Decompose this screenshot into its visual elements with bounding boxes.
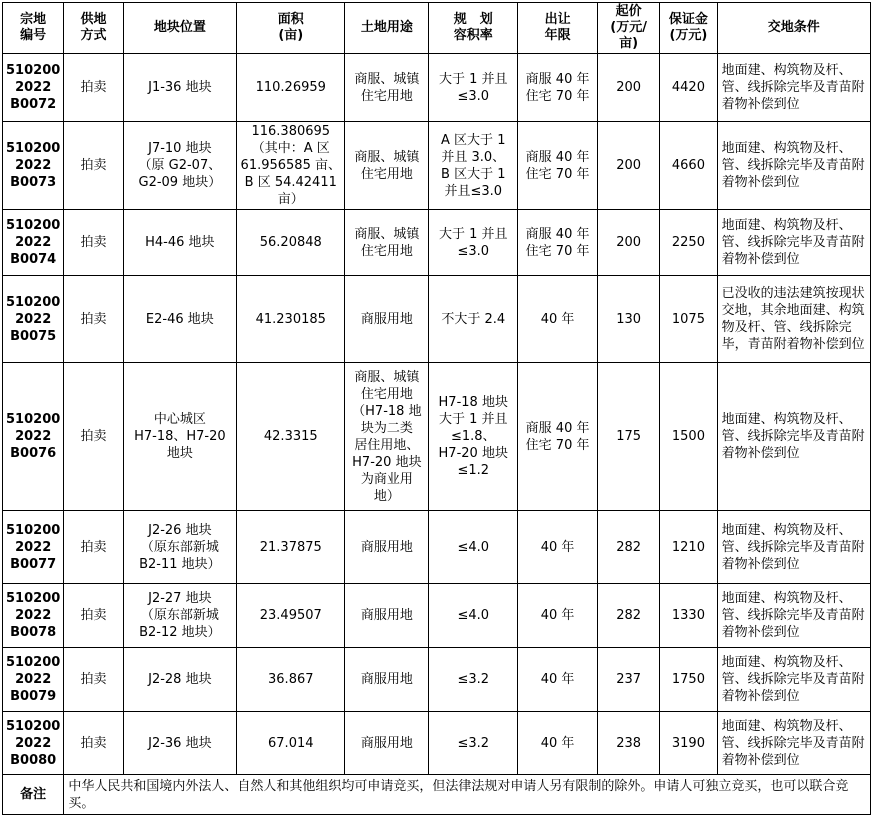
cell-start-price: 200 bbox=[597, 122, 659, 210]
cell-start-price: 200 bbox=[597, 54, 659, 122]
table-row bbox=[3, 363, 871, 511]
note-row bbox=[3, 775, 871, 815]
cell-far: ≤3.2 bbox=[429, 648, 518, 712]
cell-far: ≤3.2 bbox=[429, 712, 518, 775]
table-header-row bbox=[3, 3, 871, 54]
cell-supply-method: 拍卖 bbox=[64, 276, 123, 363]
cell-deposit: 3190 bbox=[660, 712, 717, 775]
cell-start-price: 282 bbox=[597, 584, 659, 648]
cell-start-price: 175 bbox=[597, 363, 659, 511]
table-row bbox=[3, 276, 871, 363]
cell-deposit: 4420 bbox=[660, 54, 717, 122]
cell-deposit: 1210 bbox=[660, 511, 717, 584]
cell-land-use: 商服、城镇 住宅用地 bbox=[345, 54, 429, 122]
cell-term: 40 年 bbox=[518, 648, 598, 712]
cell-supply-method: 拍卖 bbox=[64, 210, 123, 276]
cell-conditions: 地面建、构筑物及杆、管、线拆除完毕及青苗附着物补偿到位 bbox=[717, 712, 870, 775]
cell-deposit: 1750 bbox=[660, 648, 717, 712]
cell-deposit: 1075 bbox=[660, 276, 717, 363]
header-start-price: 起价 (万元/ 亩) bbox=[597, 3, 659, 54]
cell-supply-method: 拍卖 bbox=[64, 363, 123, 511]
cell-supply-method: 拍卖 bbox=[64, 648, 123, 712]
cell-parcel-id: 510200 2022 B0080 bbox=[3, 712, 64, 775]
cell-start-price: 238 bbox=[597, 712, 659, 775]
cell-deposit: 1330 bbox=[660, 584, 717, 648]
cell-area: 110.26959 bbox=[237, 54, 345, 122]
cell-term: 40 年 bbox=[518, 712, 598, 775]
cell-supply-method: 拍卖 bbox=[64, 712, 123, 775]
cell-far: 不大于 2.4 bbox=[429, 276, 518, 363]
header-parcel-id: 宗地 编号 bbox=[3, 3, 64, 54]
header-supply-method: 供地 方式 bbox=[64, 3, 123, 54]
cell-parcel-id: 510200 2022 B0075 bbox=[3, 276, 64, 363]
cell-term: 40 年 bbox=[518, 511, 598, 584]
note-label: 备注 bbox=[3, 775, 64, 815]
cell-start-price: 200 bbox=[597, 210, 659, 276]
table-row bbox=[3, 122, 871, 210]
cell-far: ≤4.0 bbox=[429, 584, 518, 648]
cell-deposit: 4660 bbox=[660, 122, 717, 210]
cell-far: ≤4.0 bbox=[429, 511, 518, 584]
cell-parcel-id: 510200 2022 B0072 bbox=[3, 54, 64, 122]
land-auction-table bbox=[2, 2, 871, 815]
cell-conditions: 地面建、构筑物及杆、管、线拆除完毕及青苗附着物补偿到位 bbox=[717, 511, 870, 584]
header-term: 出让 年限 bbox=[518, 3, 598, 54]
table-row bbox=[3, 210, 871, 276]
cell-parcel-id: 510200 2022 B0076 bbox=[3, 363, 64, 511]
cell-location: J7-10 地块 （原 G2-07、 G2-09 地块） bbox=[123, 122, 236, 210]
cell-parcel-id: 510200 2022 B0073 bbox=[3, 122, 64, 210]
header-land-use: 土地用途 bbox=[345, 3, 429, 54]
cell-land-use: 商服用地 bbox=[345, 648, 429, 712]
cell-term: 商服 40 年 住宅 70 年 bbox=[518, 210, 598, 276]
cell-parcel-id: 510200 2022 B0078 bbox=[3, 584, 64, 648]
cell-land-use: 商服用地 bbox=[345, 712, 429, 775]
note-text: 中华人民共和国境内外法人、自然人和其他组织均可申请竞买，但法律法规对申请人另有限制的除外。申请人可独立竞买，也可以联合竞买。 bbox=[64, 775, 871, 815]
table-row bbox=[3, 54, 871, 122]
cell-land-use: 商服用地 bbox=[345, 276, 429, 363]
cell-location: 中心城区 H7-18、H7-20 地块 bbox=[123, 363, 236, 511]
cell-area: 56.20848 bbox=[237, 210, 345, 276]
cell-deposit: 1500 bbox=[660, 363, 717, 511]
cell-conditions: 地面建、构筑物及杆、管、线拆除完毕及青苗附着物补偿到位 bbox=[717, 54, 870, 122]
cell-land-use: 商服、城镇 住宅用地 bbox=[345, 122, 429, 210]
cell-term: 商服 40 年 住宅 70 年 bbox=[518, 122, 598, 210]
cell-location: E2-46 地块 bbox=[123, 276, 236, 363]
cell-start-price: 237 bbox=[597, 648, 659, 712]
cell-far: H7-18 地块 大于 1 并且 ≤1.8、 H7-20 地块 ≤1.2 bbox=[429, 363, 518, 511]
cell-supply-method: 拍卖 bbox=[64, 511, 123, 584]
cell-location: J2-36 地块 bbox=[123, 712, 236, 775]
cell-term: 40 年 bbox=[518, 276, 598, 363]
cell-conditions: 已没收的违法建筑按现状交地，其余地面建、构筑物及杆、管、线拆除完毕，青苗附着物补偿到位 bbox=[717, 276, 870, 363]
cell-conditions: 地面建、构筑物及杆、管、线拆除完毕及青苗附着物补偿到位 bbox=[717, 648, 870, 712]
cell-land-use: 商服、城镇 住宅用地 bbox=[345, 210, 429, 276]
cell-parcel-id: 510200 2022 B0077 bbox=[3, 511, 64, 584]
table-row bbox=[3, 648, 871, 712]
cell-area: 67.014 bbox=[237, 712, 345, 775]
cell-term: 商服 40 年 住宅 70 年 bbox=[518, 54, 598, 122]
cell-land-use: 商服用地 bbox=[345, 584, 429, 648]
header-area: 面积 (亩) bbox=[237, 3, 345, 54]
cell-parcel-id: 510200 2022 B0079 bbox=[3, 648, 64, 712]
cell-far: 大于 1 并且 ≤3.0 bbox=[429, 54, 518, 122]
cell-start-price: 282 bbox=[597, 511, 659, 584]
cell-area: 21.37875 bbox=[237, 511, 345, 584]
cell-far: A 区大于 1 并且 3.0、 B 区大于 1 并且≤3.0 bbox=[429, 122, 518, 210]
cell-conditions: 地面建、构筑物及杆、管、线拆除完毕及青苗附着物补偿到位 bbox=[717, 210, 870, 276]
cell-area: 41.230185 bbox=[237, 276, 345, 363]
header-far: 规 划 容积率 bbox=[429, 3, 518, 54]
header-deposit: 保证金 (万元) bbox=[660, 3, 717, 54]
table-row bbox=[3, 712, 871, 775]
cell-supply-method: 拍卖 bbox=[64, 584, 123, 648]
cell-area: 36.867 bbox=[237, 648, 345, 712]
cell-area: 116.380695 （其中：A 区 61.956585 亩、 B 区 54.42411 亩） bbox=[237, 122, 345, 210]
header-location: 地块位置 bbox=[123, 3, 236, 54]
cell-area: 23.49507 bbox=[237, 584, 345, 648]
cell-location: J2-26 地块 （原东部新城 B2-11 地块） bbox=[123, 511, 236, 584]
cell-far: 大于 1 并且 ≤3.0 bbox=[429, 210, 518, 276]
cell-land-use: 商服用地 bbox=[345, 511, 429, 584]
header-conditions: 交地条件 bbox=[717, 3, 870, 54]
table-row bbox=[3, 511, 871, 584]
cell-term: 商服 40 年 住宅 70 年 bbox=[518, 363, 598, 511]
cell-location: H4-46 地块 bbox=[123, 210, 236, 276]
cell-location: J2-27 地块 （原东部新城 B2-12 地块） bbox=[123, 584, 236, 648]
table-row bbox=[3, 584, 871, 648]
table-body bbox=[3, 54, 871, 775]
cell-parcel-id: 510200 2022 B0074 bbox=[3, 210, 64, 276]
cell-start-price: 130 bbox=[597, 276, 659, 363]
cell-supply-method: 拍卖 bbox=[64, 54, 123, 122]
cell-term: 40 年 bbox=[518, 584, 598, 648]
cell-land-use: 商服、城镇 住宅用地 （H7-18 地 块为二类 居住用地、 H7-20 地块 为商业用 地） bbox=[345, 363, 429, 511]
cell-deposit: 2250 bbox=[660, 210, 717, 276]
cell-area: 42.3315 bbox=[237, 363, 345, 511]
cell-location: J1-36 地块 bbox=[123, 54, 236, 122]
cell-supply-method: 拍卖 bbox=[64, 122, 123, 210]
cell-conditions: 地面建、构筑物及杆、管、线拆除完毕及青苗附着物补偿到位 bbox=[717, 122, 870, 210]
cell-location: J2-28 地块 bbox=[123, 648, 236, 712]
cell-conditions: 地面建、构筑物及杆、管、线拆除完毕及青苗附着物补偿到位 bbox=[717, 584, 870, 648]
cell-conditions: 地面建、构筑物及杆、管、线拆除完毕及青苗附着物补偿到位 bbox=[717, 363, 870, 511]
